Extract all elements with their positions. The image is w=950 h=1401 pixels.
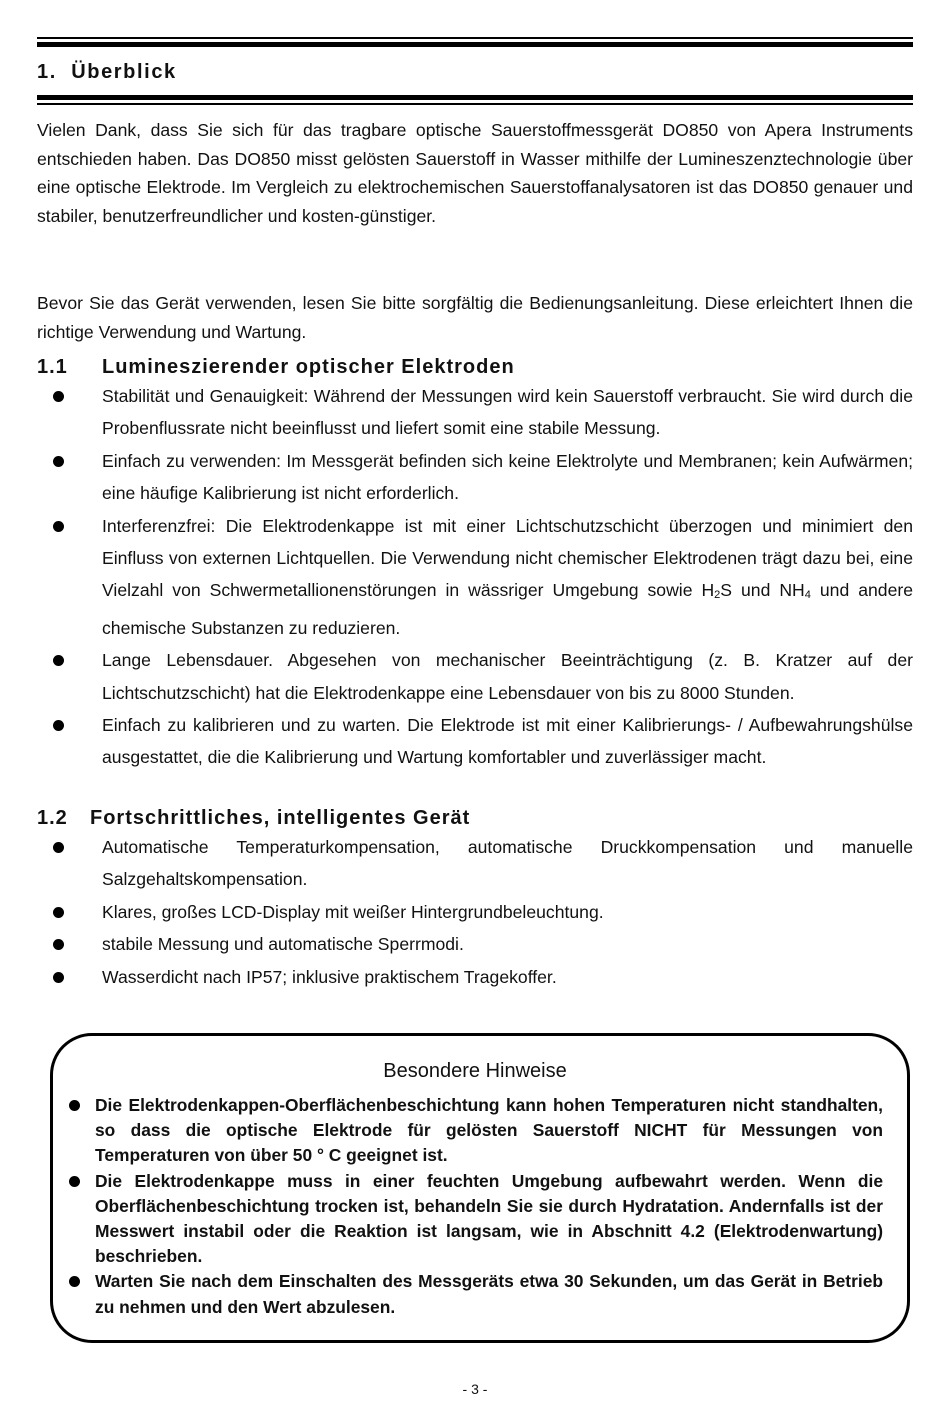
electrode-features-list bbox=[0, 380, 913, 774]
bullet-icon bbox=[53, 842, 64, 853]
list-item: Lange Lebensdauer. Abgesehen von mechanischer Beeinträchtigung (z. B. Kratzer auf der Lichtschutzschicht) hat die Elektrodenkappe eine Lebensdauer von bis zu 8000 Stunden. bbox=[0, 644, 913, 709]
bullet-icon bbox=[69, 1176, 80, 1187]
header-rule-bottom bbox=[37, 95, 913, 105]
bullet-icon bbox=[53, 521, 64, 532]
list-item: Einfach zu verwenden: Im Messgerät befinden sich keine Elektrolyte und Membranen; kein Aufwärmen; eine häufige Kalibrierung ist nicht erforderlich. bbox=[0, 445, 913, 510]
section-title: Lumineszierender optischer Elektroden bbox=[102, 356, 515, 378]
bullet-icon bbox=[69, 1100, 80, 1111]
chapter-number: 1. bbox=[37, 61, 57, 83]
special-notes-title: Besondere Hinweise bbox=[383, 1060, 567, 1082]
section-number: 1.2 bbox=[37, 807, 68, 829]
page-number: - 3 - bbox=[462, 1381, 488, 1397]
section-heading-1-2 bbox=[37, 807, 470, 830]
list-item: Einfach zu kalibrieren und zu warten. Die Elektrode ist mit einer Kalibrierungs- / Aufbewahrungshülse ausgestattet, die die Kalibrierung und Wartung komfortabler und zuverlässiger macht. bbox=[0, 709, 913, 774]
list-item: Klares, großes LCD-Display mit weißer Hintergrundbeleuchtung. bbox=[0, 896, 913, 928]
device-features-list bbox=[0, 831, 913, 993]
intro-paragraph: Vielen Dank, dass Sie sich für das tragbare optische Sauerstoffmessgerät DO850 von Apera Instruments entschieden haben. Das DO850 misst gelösten Sauerstoff in Wasser mithilfe der Lumineszenztechnologie über eine optische Elektrode. Im Vergleich zu elektrochemischen Sauerstoffanalysatoren ist das DO850 genauer und stabiler, benutzerfreundlicher und kosten-günstiger. bbox=[37, 120, 913, 226]
bullet-icon bbox=[53, 391, 64, 402]
note-item: Warten Sie nach dem Einschalten des Messgeräts etwa 30 Sekunden, um das Gerät in Betrieb zu nehmen und den Wert abzulesen. bbox=[66, 1269, 883, 1319]
chapter-title: Überblick bbox=[71, 61, 177, 83]
list-item: Wasserdicht nach IP57; inklusive praktischem Tragekoffer. bbox=[0, 961, 913, 993]
bullet-icon bbox=[53, 720, 64, 731]
special-notes-list bbox=[66, 1093, 883, 1320]
list-item: Stabilität und Genauigkeit: Während der Messungen wird kein Sauerstoff verbraucht. Sie wird durch die Probenflussrate nicht beeinflusst und liefert somit eine stabile Messung. bbox=[0, 380, 913, 445]
bullet-icon bbox=[69, 1276, 80, 1287]
bullet-icon bbox=[53, 655, 64, 666]
before-use-paragraph: Bevor Sie das Gerät verwenden, lesen Sie bitte sorgfältig die Bedienungsanleitung. Diese erleichtert Ihnen die richtige Verwendung und Wartung. bbox=[37, 293, 913, 342]
section-heading-1-1 bbox=[37, 356, 515, 379]
bullet-icon bbox=[53, 907, 64, 918]
note-item: Die Elektrodenkappe muss in einer feuchten Umgebung aufbewahrt werden. Wenn die Oberflächenbeschichtung trocken ist, behandeln Sie sie durch Hydratation. Andernfalls ist der Messwert instabil oder die Reaktion ist langsam, wie in Abschnitt 4.2 (Elektrodenwartung) beschrieben. bbox=[66, 1169, 883, 1270]
bullet-icon bbox=[53, 456, 64, 467]
bullet-icon bbox=[53, 972, 64, 983]
section-title: Fortschrittliches, intelligentes Gerät bbox=[90, 807, 471, 829]
list-item: Interferenzfrei: Die Elektrodenkappe ist mit einer Lichtschutzschicht überzogen und minimiert den Einfluss von externen Lichtquellen. Die Verwendung nicht chemischer Elektrodenen trägt dazu bei, eine Vielzahl von Schwermetallionenstörungen in wässriger Umgebung sowie $H_2S$ und $NH_4$ und andere chemische Substanzen zu reduzieren. bbox=[0, 510, 913, 645]
list-item: Automatische Temperaturkompensation, automatische Druckkompensation und manuelle Salzgehaltskompensation. bbox=[0, 831, 913, 896]
note-item: Die Elektrodenkappen-Oberflächenbeschichtung kann hohen Temperaturen nicht standhalten, so dass die optische Elektrode für gelösten Sauerstoff NICHT für Messungen von Temperaturen von über 50 ° C geeignet ist. bbox=[66, 1093, 883, 1169]
chapter-heading bbox=[37, 61, 177, 84]
bullet-icon bbox=[53, 939, 64, 950]
list-item: stabile Messung und automatische Sperrmodi. bbox=[0, 928, 913, 960]
header-rule-top bbox=[37, 37, 913, 47]
section-number: 1.1 bbox=[37, 356, 68, 378]
